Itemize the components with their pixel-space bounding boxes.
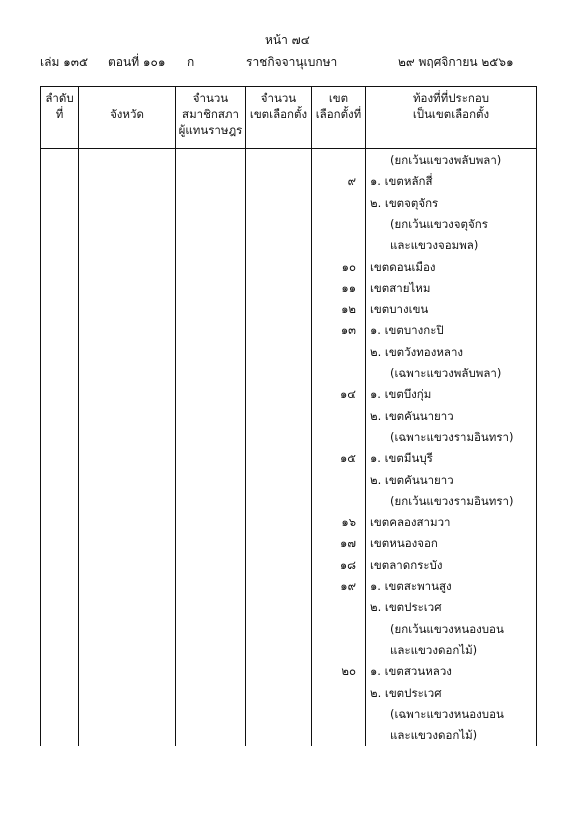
district-area-text: ๒. เขตประเวศ — [370, 685, 442, 700]
header-area-line1: ท้องที่ที่ประกอบ — [412, 91, 490, 105]
district-area-text: เขตลาดกระบัง — [370, 557, 443, 572]
district-number: ๑๗ — [340, 536, 356, 551]
district-area-text: ๑. เขตสวนหลวง — [370, 664, 452, 679]
district-number: ๑๐ — [341, 259, 356, 274]
header-members-line2: สมาชิกสภา — [182, 107, 239, 121]
table-right-border — [536, 86, 537, 746]
issue-label: ตอนที่ ๑๐๑ — [108, 55, 166, 69]
district-area-text: (ยกเว้นแขวงจตุจักร — [390, 216, 488, 231]
header-district-count — [246, 90, 311, 122]
district-number: ๑๕ — [339, 451, 356, 466]
district-number: ๑๙ — [340, 579, 356, 593]
district-area-text: เขตบางเขน — [370, 302, 429, 317]
header-district-no-line2: เลือกตั้งที่ — [315, 107, 362, 121]
district-number: ๑๖ — [341, 515, 356, 530]
district-area-text: (เฉพาะแขวงพลับพลา) — [390, 366, 502, 380]
header-order-line1: ลำดับ — [45, 91, 74, 105]
header-district-no-line1: เขต — [328, 91, 349, 105]
header-members — [176, 90, 245, 138]
header-district-no — [312, 90, 365, 122]
district-area-text: ๒. เขตคันนายาว — [370, 472, 454, 487]
district-number: ๑๓ — [340, 323, 356, 338]
district-area-text: เขตดอนเมือง — [370, 259, 436, 274]
district-area-text: ๑. เขตหลักสี่ — [370, 174, 433, 189]
district-area-text: (ยกเว้นแขวงพลับพลา) — [390, 153, 502, 167]
page-number: หน้า ๗๔ — [265, 33, 310, 47]
district-area-text: และแขวงดอกไม้) — [390, 728, 478, 743]
header-district-count-line2: เขตเลือกตั้ง — [249, 107, 308, 121]
table-header-border — [40, 148, 537, 149]
district-area-text: ๑. เขตบึงกุ่ม — [370, 387, 432, 402]
section-label: ก — [187, 55, 195, 69]
header-district-count-line1: จำนวน — [260, 91, 297, 105]
district-area-text: (ยกเว้นแขวงรามอินทรา) — [390, 493, 514, 508]
column-divider-4 — [311, 86, 312, 746]
district-area-text: และแขวงดอกไม้) — [390, 642, 478, 657]
district-number: ๑๒ — [341, 302, 356, 317]
header-members-line3: ผู้แทนราษฎร — [178, 123, 243, 137]
district-area-text: และแขวงจอมพล) — [390, 238, 479, 253]
district-area-text: ๒. เขตคันนายาว — [370, 408, 454, 423]
district-area-text: (ยกเว้นแขวงหนองบอน — [390, 621, 504, 636]
district-number: ๑๔ — [339, 387, 356, 402]
volume-label: เล่ม ๑๓๕ — [40, 55, 89, 69]
district-area-text: ๑. เขตบางกะปิ — [370, 323, 444, 338]
district-number: ๑๘ — [339, 557, 356, 572]
district-number: ๙ — [347, 174, 356, 189]
gazette-title: ราชกิจจานุเบกษา — [246, 55, 338, 69]
table-left-border — [40, 86, 41, 746]
district-area-text: ๒. เขตประเวศ — [370, 600, 442, 615]
district-number: ๒๐ — [341, 664, 356, 679]
district-area-text: เขตสายไหม — [370, 280, 431, 295]
table-top-border — [40, 86, 537, 87]
column-divider-5 — [365, 86, 366, 746]
header-members-line1: จำนวน — [192, 91, 229, 105]
district-area-text: (เฉพาะแขวงรามอินทรา) — [390, 429, 514, 444]
header-order — [41, 90, 78, 122]
district-area-text: ๑. เขตมีนบุรี — [370, 451, 433, 466]
district-area-text: เขตคลองสามวา — [370, 515, 451, 530]
district-area-text: ๒. เขตวังทองหลาง — [370, 344, 464, 359]
district-area-text: ๑. เขตสะพานสูง — [370, 579, 452, 593]
publication-date: ๒๙ พฤศจิกายน ๒๕๖๑ — [398, 55, 514, 69]
column-divider-3 — [245, 86, 246, 746]
district-area-text: เขตหนองจอก — [370, 536, 438, 551]
column-divider-2 — [175, 86, 176, 746]
district-area-text: (เฉพาะแขวงหนองบอน — [390, 706, 504, 721]
district-area-text: ๒. เขตจตุจักร — [370, 195, 439, 210]
header-province: จังหวัด — [110, 107, 144, 121]
header-area — [366, 90, 536, 122]
column-divider-1 — [78, 86, 79, 746]
district-number: ๑๑ — [341, 280, 356, 295]
header-area-line2: เป็นเขตเลือกตั้ง — [412, 107, 490, 121]
header-order-line2: ที่ — [55, 107, 64, 121]
